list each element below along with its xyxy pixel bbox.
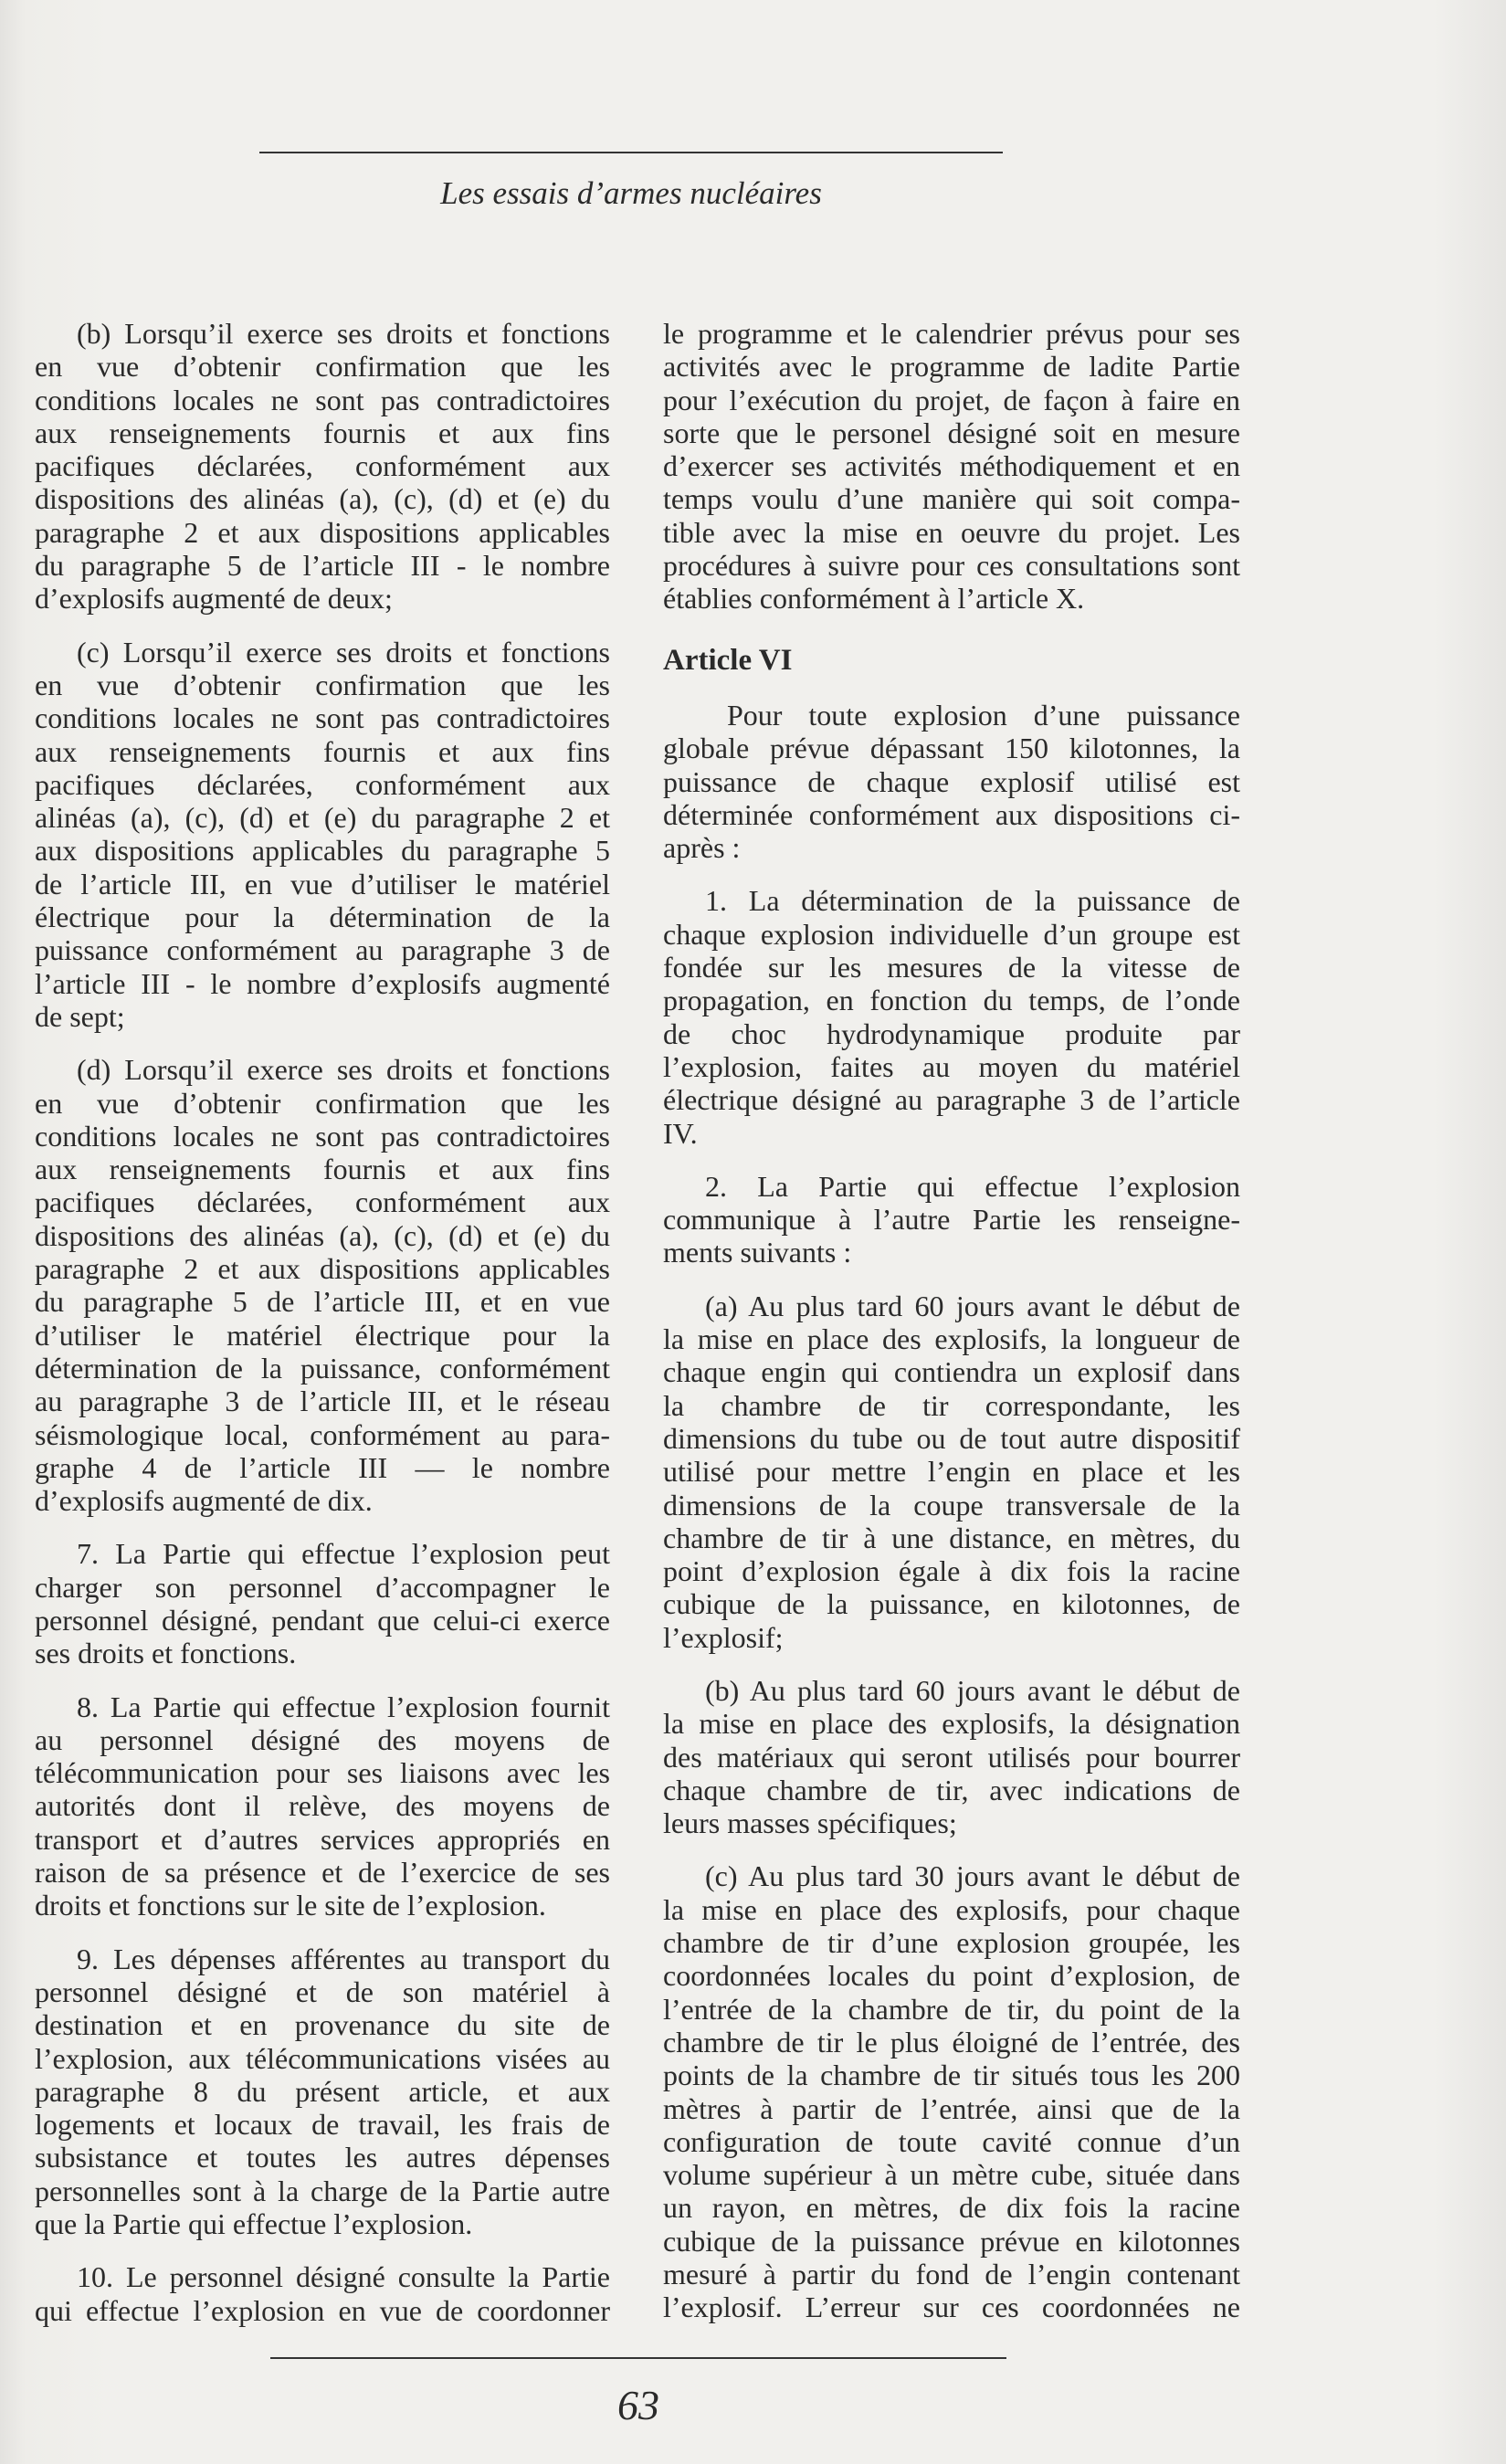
text-line: qui effectue l’explosion en vue de coordonner	[35, 2293, 610, 2327]
text-line: aux renseignements fournis et aux fins	[35, 416, 610, 449]
text-line: utilisé pour mettre l’engin en place et les	[663, 1455, 1240, 1489]
text-line: détermination de la puissance, conformément	[35, 1351, 610, 1385]
text-line: chaque engin qui contiendra un explosif dans	[663, 1355, 1240, 1389]
paragraph-item-c	[35, 636, 610, 1034]
text-line: du paragraphe 5 de l’article III, et en vue	[35, 1285, 610, 1319]
text-line: alinéas (a), (c), (d) et (e) du paragraphe 2 et	[35, 801, 610, 835]
text-line: au personnel désigné des moyens de	[35, 1722, 610, 1756]
text-line: chambre de tir le plus éloigné de l’entrée, des	[663, 2025, 1240, 2059]
text-line: communique à l’autre Partie les renseigne-	[663, 1203, 1240, 1237]
text-line: fondée sur les mesures de la vitesse de	[663, 951, 1240, 985]
paragraph-7	[35, 1537, 610, 1669]
text-line: déterminée conformément aux dispositions ci-	[663, 797, 1240, 831]
paragraph-item-b	[35, 317, 610, 616]
paragraph-intro	[663, 699, 1240, 864]
text-line: graphe 4 de l’article III — le nombre	[35, 1450, 610, 1484]
text-line: pacifiques déclarées, conformément aux	[35, 1185, 610, 1219]
text-line: au paragraphe 3 de l’article III, et le réseau	[35, 1385, 610, 1418]
text-line: 10. Le personnel désigné consulte la Partie	[77, 2260, 610, 2294]
text-line: (c) Lorsqu’il exerce ses droits et fonctions	[77, 635, 610, 669]
text-line: Pour toute explosion d’une puissance	[727, 698, 1240, 732]
text-line: paragraphe 8 du présent article, et aux	[35, 2074, 610, 2108]
text-line: mesuré à partir du fond de l’engin contenant	[663, 2258, 1240, 2291]
text-line: chambre de tir d’une explosion groupée, les	[663, 1926, 1240, 1960]
text-line: de l’article III, en vue d’utiliser le matériel	[35, 867, 610, 900]
text-line: en vue d’obtenir confirmation que les	[35, 350, 610, 384]
text-line: après :	[663, 831, 741, 865]
text-line: transport et d’autres services appropriés en	[35, 1822, 610, 1856]
text-line: en vue d’obtenir confirmation que les	[35, 668, 610, 701]
text-line: chambre de tir à une distance, en mètres, du	[663, 1521, 1240, 1554]
text-line: que la Partie qui effectue l’explosion.	[35, 2207, 473, 2241]
text-line: volume supérieur à un mètre cube, située dans	[663, 2158, 1240, 2192]
text-line: électrique désigné au paragraphe 3 de l’article	[663, 1083, 1240, 1117]
text-line: conditions locales ne sont pas contradictoires	[35, 383, 610, 416]
text-line: aux renseignements fournis et aux fins	[35, 1153, 610, 1186]
text-line: l’explosion, aux télécommunications visées au	[35, 2041, 610, 2075]
text-line: globale prévue dépassant 150 kilotonnes, la	[663, 732, 1240, 765]
text-line: d’explosifs augmenté de dix.	[35, 1484, 373, 1518]
text-line: dimensions du tube ou de tout autre dispositif	[663, 1421, 1240, 1455]
text-line: points de la chambre de tir situés tous les 200	[663, 2059, 1240, 2092]
text-line: leurs masses spécifiques;	[663, 1806, 957, 1840]
text-line: raison de sa présence et de l’exercice de ses	[35, 1856, 610, 1890]
text-line: l’explosif;	[663, 1620, 784, 1654]
text-line: propagation, en fonction du temps, de l’onde	[663, 984, 1240, 1017]
text-line: autorités dont il relève, des moyens de	[35, 1789, 610, 1823]
text-line: mètres à partir de l’entrée, ainsi que de la	[663, 2091, 1240, 2125]
text-line: aux renseignements fournis et aux fins	[35, 734, 610, 768]
text-line: 7. La Partie qui effectue l’explosion peut	[77, 1537, 610, 1571]
text-line: personnel désigné, pendant que celui-ci exerce	[35, 1603, 610, 1637]
text-line: d’utiliser le matériel électrique pour la	[35, 1318, 610, 1352]
text-line: des matériaux qui seront utilisés pour bourrer	[663, 1740, 1240, 1774]
text-line: cubique de la puissance, en kilotonnes, de	[663, 1587, 1240, 1621]
text-line: pour l’exécution du projet, de façon à faire en	[663, 383, 1240, 416]
text-line: la chambre de tir correspondante, les	[663, 1388, 1240, 1422]
text-line: temps voulu d’une manière qui soit compa-	[663, 482, 1240, 516]
text-line: (b) Lorsqu’il exerce ses droits et fonctions	[77, 317, 610, 350]
text-line: pacifiques déclarées, conformément aux	[35, 767, 610, 801]
text-line: chaque chambre de tir, avec indications de	[663, 1773, 1240, 1806]
text-line: sorte que le personel désigné soit en mesure	[663, 416, 1240, 449]
paragraph-item-b	[663, 1674, 1240, 1839]
text-line: un rayon, en mètres, de dix fois la racine	[663, 2191, 1240, 2225]
text-line: ments suivants :	[663, 1236, 852, 1269]
text-line: paragraphe 2 et aux dispositions applicables	[35, 1252, 610, 1286]
text-line: subsistance et toutes les autres dépenses	[35, 2141, 610, 2174]
text-line: l’article III - le nombre d’explosifs augmenté	[35, 966, 610, 1000]
paragraph-item-c	[663, 1859, 1240, 2323]
text-line: électrique pour la détermination de la	[35, 900, 610, 934]
text-line: l’entrée de la chambre de tir, du point de la	[663, 1992, 1240, 2026]
text-line: ses droits et fonctions.	[35, 1637, 297, 1670]
text-line: 2. La Partie qui effectue l’explosion	[705, 1169, 1240, 1203]
text-line: charger son personnel d’accompagner le	[35, 1570, 610, 1604]
text-line: puissance conformément au paragraphe 3 de	[35, 933, 610, 967]
text-line: 1. La détermination de la puissance de	[705, 884, 1240, 918]
text-line: l’explosif. L’erreur sur ces coordonnées ne	[663, 2290, 1240, 2324]
text-line: puissance de chaque explosif utilisé est	[663, 764, 1240, 798]
text-line: dispositions des alinéas (a), (c), (d) et (e) du	[35, 482, 610, 516]
text-line: personnelles sont à la charge de la Partie autre	[35, 2174, 610, 2207]
text-line: logements et locaux de travail, les frais de	[35, 2108, 610, 2142]
text-line: coordonnées locales du point d’explosion, de	[663, 1959, 1240, 1993]
text-line: dimensions de la coupe transversale de la	[663, 1488, 1240, 1522]
text-line: conditions locales ne sont pas contradictoires	[35, 1119, 610, 1153]
running-header: Les essais d’armes nucléaires	[440, 175, 822, 211]
paragraph-8	[35, 1690, 610, 1922]
text-line: activités avec le programme de ladite Partie	[663, 350, 1240, 384]
paragraph-2	[663, 1170, 1240, 1269]
paragraph-10	[35, 2260, 610, 2327]
text-line: (c) Au plus tard 30 jours avant le début de	[705, 1859, 1240, 1893]
paragraph-continued	[663, 317, 1240, 616]
text-line: (b) Au plus tard 60 jours avant le début de	[705, 1673, 1240, 1707]
text-line: la mise en place des explosifs, la désignation	[663, 1707, 1240, 1741]
footer-rule	[270, 2357, 1006, 2359]
right-column	[663, 317, 1240, 2344]
text-line: (a) Au plus tard 60 jours avant le début de	[705, 1289, 1240, 1322]
paragraph-1	[663, 884, 1240, 1149]
text-line: point d’explosion égale à dix fois la racine	[663, 1554, 1240, 1588]
text-line: télécommunication pour ses liaisons avec les	[35, 1756, 610, 1790]
left-column	[35, 317, 610, 2347]
text-line: aux dispositions applicables du paragraphe 5	[35, 834, 610, 868]
text-line: 9. Les dépenses afférentes au transport du	[77, 1942, 610, 1975]
paragraph-item-a	[663, 1290, 1240, 1654]
text-line: le programme et le calendrier prévus pour ses	[663, 317, 1240, 350]
paragraph-9	[35, 1943, 610, 2241]
text-line: (d) Lorsqu’il exerce ses droits et fonctions	[77, 1053, 610, 1087]
text-line: chaque explosion individuelle d’un groupe est	[663, 917, 1240, 951]
text-line: personnel désigné et de son matériel à	[35, 1974, 610, 2008]
text-line: procédures à suivre pour ces consultations sont	[663, 549, 1240, 583]
paragraph-item-d	[35, 1053, 610, 1517]
text-line: dispositions des alinéas (a), (c), (d) et (e) du	[35, 1218, 610, 1252]
page-number: 63	[617, 2382, 659, 2428]
text-line: conditions locales ne sont pas contradictoires	[35, 701, 610, 735]
text-line: en vue d’obtenir confirmation que les	[35, 1086, 610, 1120]
text-line: droits et fonctions sur le site de l’explosion.	[35, 1889, 546, 1922]
text-line: du paragraphe 5 de l’article III - le nombre	[35, 549, 610, 583]
text-line: tible avec la mise en oeuvre du projet. Les	[663, 515, 1240, 549]
section-heading: Article VI	[663, 643, 793, 677]
text-line: destination et en provenance du site de	[35, 2008, 610, 2042]
text-line: pacifiques déclarées, conformément aux	[35, 449, 610, 483]
text-line: configuration de toute cavité connue d’un	[663, 2124, 1240, 2158]
header-rule	[259, 152, 1003, 153]
text-line: d’explosifs augmenté de deux;	[35, 582, 393, 616]
text-line: IV.	[663, 1116, 698, 1150]
text-line: de choc hydrodynamique produite par	[663, 1016, 1240, 1050]
text-line: d’exercer ses activités méthodiquement et en	[663, 449, 1240, 483]
text-line: 8. La Partie qui effectue l’explosion fournit	[77, 1690, 610, 1723]
text-line: la mise en place des explosifs, pour chaque	[663, 1892, 1240, 1926]
text-line: séismologique local, conformément au para-	[35, 1417, 610, 1451]
text-line: l’explosion, faites au moyen du matériel	[663, 1049, 1240, 1083]
text-line: établies conformément à l’article X.	[663, 582, 1085, 616]
text-line: la mise en place des explosifs, la longueur de	[663, 1322, 1240, 1356]
text-line: paragraphe 2 et aux dispositions applicables	[35, 515, 610, 549]
text-line: de sept;	[35, 999, 125, 1033]
text-line: cubique de la puissance prévue en kilotonnes	[663, 2224, 1240, 2258]
